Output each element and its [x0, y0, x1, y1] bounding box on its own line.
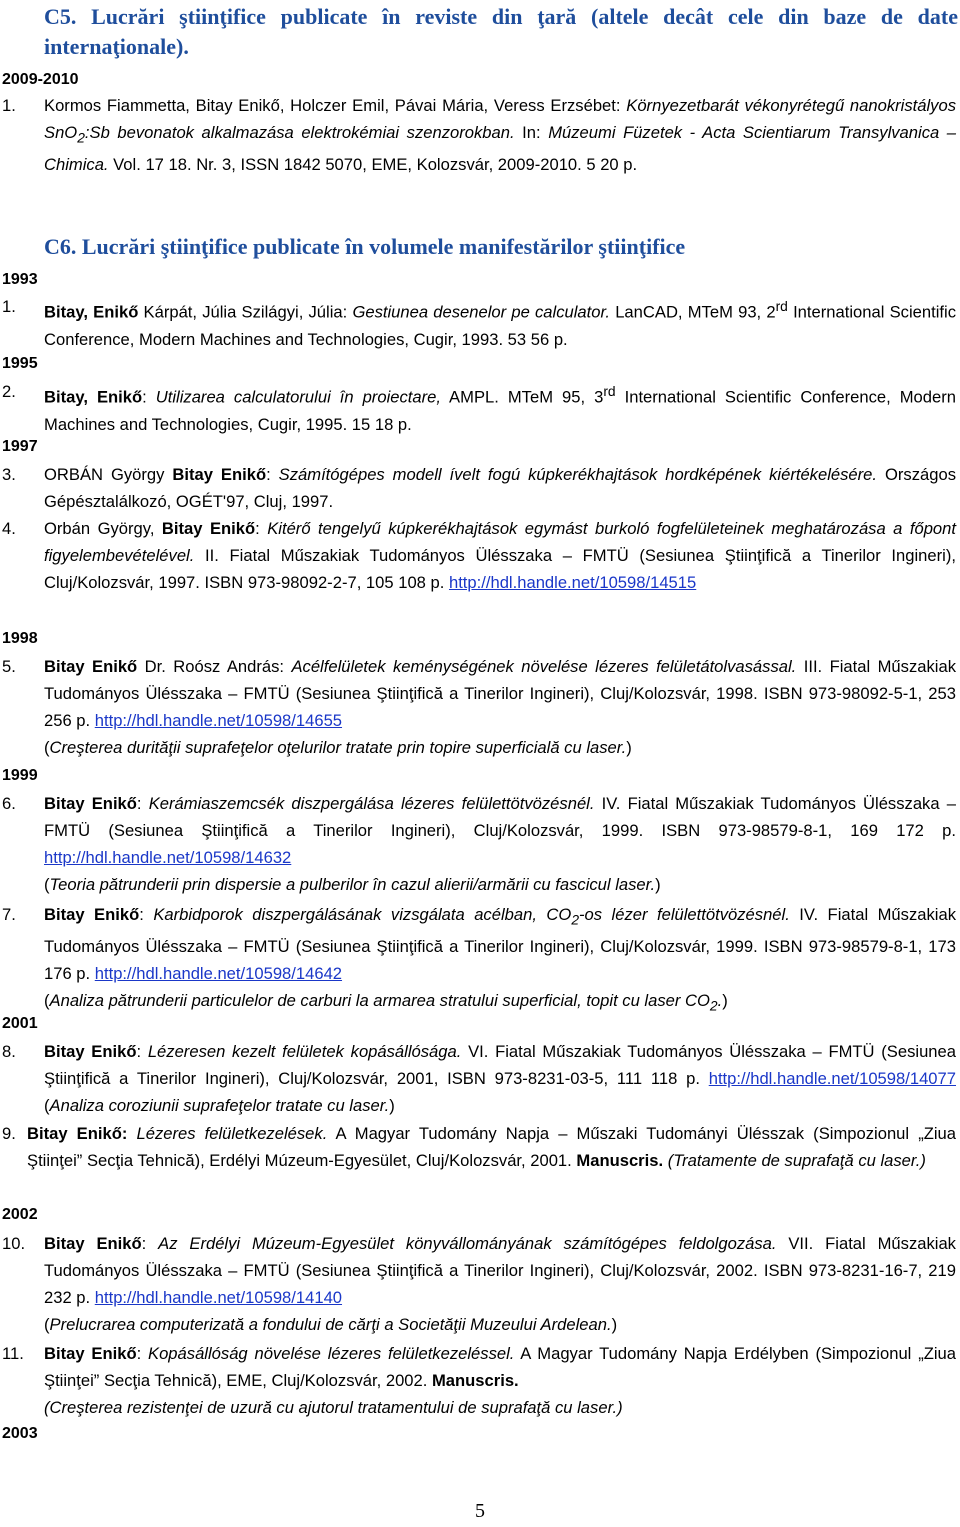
entry-title: Gestiunea desenelor pe calculator.	[352, 302, 611, 322]
entry-details: VI. Fiatal Műszakiak Tudományos Ülésszaka – FMTÜ (Sesiunea Ştiinţifică a Tinerilor Ingineri), Cluj/Kolozsvár, 2001, ISBN 973-8231-03-5, 111 118 p.	[44, 1042, 956, 1088]
entry-details: Vol. 17 18. Nr. 3, ISSN 1842 5070, EME, Kolozsvár, 2009-2010. 5 20 p.	[108, 155, 638, 175]
entry-title: Az Erdélyi Múzeum-Egyesület könyvállományának számítógépes feldolgozása.	[158, 1234, 777, 1253]
entry-details: IV. Fiatal Műszakiak Tudományos Ülésszaka – FMTÜ (Sesiunea Ştiinţifică a Tinerilor Ingineri), Cluj/Kolozsvár, 1999. ISBN 973-98579-8-1, 173 176 p.	[44, 905, 956, 984]
subscript: 2	[709, 997, 718, 1014]
entry-number: 9.	[2, 1124, 16, 1143]
paren: )	[722, 991, 728, 1011]
entry-author: Bitay Enikő	[44, 657, 138, 676]
entry-number: 7.	[2, 905, 16, 924]
entry-number: 8.	[2, 1042, 16, 1061]
list-item	[0, 461, 956, 515]
year-label: 2009-2010	[2, 71, 79, 88]
list-item	[0, 378, 956, 438]
entry-in: In:	[514, 123, 549, 142]
entry-author: Bitay Enikő:	[27, 1124, 128, 1143]
list-item	[0, 1120, 956, 1174]
entry-authors: Kárpát, Júlia Szilágyi, Júlia:	[138, 302, 353, 322]
separator: :	[136, 1344, 149, 1363]
entry-journal: Múzeumi Füzetek - Acta Scientiarum Transylvanica – Chimica.	[44, 123, 957, 175]
entry-authors: Orbán György,	[44, 519, 162, 538]
handle-link[interactable]: http://hdl.handle.net/10598/14140	[94, 1288, 343, 1307]
entry-title: Kopásállóság növelése lézeres felületkezeléssel.	[148, 1344, 515, 1363]
entry-number: 3.	[2, 465, 16, 484]
subscript: 2	[571, 911, 580, 928]
year-label: 2002	[2, 1206, 38, 1223]
entry-author: Bitay, Enikő	[44, 387, 143, 407]
section-heading-c5: C5. Lucrări ştiinţifice publicate în reviste din ţară (altele decât cele din baze de date internaţionale).	[44, 4, 958, 59]
entry-title: Számítógépes modell ívelt fogú kúpkerékhajtások hordképének kiértékelésére.	[278, 465, 878, 484]
paren: (	[44, 875, 50, 894]
entry-translation: Analiza pătrunderii particulelor de carburi la armarea stratului superficial, topit cu laser CO	[49, 991, 710, 1011]
separator: :	[266, 465, 279, 484]
list-item	[0, 1230, 956, 1338]
handle-link[interactable]: http://hdl.handle.net/10598/14655	[94, 711, 343, 730]
entry-title-cont: -os lézer felülettötvözésnél.	[579, 905, 790, 924]
entry-details: A Magyar Tudomány Napja – Műszaki Tudományi Ülésszak (Simpozionul „Ziua Ştiinţei” Secţia Tehnică), Erdélyi Múzeum-Egyesület, Cluj/Kolozsvár, 2001.	[27, 1124, 956, 1170]
superscript: rd	[775, 298, 788, 314]
paren: (	[44, 738, 50, 757]
list-item	[0, 901, 956, 1020]
entry-text	[44, 790, 956, 898]
entry-translation: Analiza coroziunii suprafeţelor tratate cu laser.	[49, 1096, 390, 1115]
separator: :	[136, 1042, 148, 1061]
entry-author: Bitay, Enikő	[44, 302, 139, 322]
year-label: 1999	[2, 767, 38, 784]
handle-link[interactable]: http://hdl.handle.net/10598/14642	[94, 964, 343, 984]
entry-translation: Teoria pătrunderii prin dispersie a pulberilor în cazul alierii/armării cu fascicul laser.	[49, 875, 656, 894]
entry-text	[44, 901, 956, 1020]
manuscript-label: Manuscris.	[576, 1151, 664, 1170]
entry-text	[44, 1230, 956, 1338]
list-item	[0, 1340, 956, 1421]
section-heading-c6: C6. Lucrări ştiinţifice publicate în volumele manifestărilor ştiinţifice	[44, 234, 686, 259]
entry-author: Bitay Enikő	[44, 1344, 137, 1363]
entry-author: Bitay Enikő	[161, 519, 256, 538]
paren: )	[655, 875, 661, 894]
superscript: rd	[603, 383, 616, 399]
handle-link[interactable]: http://hdl.handle.net/10598/14077	[708, 1069, 956, 1088]
entry-details-cont: International Scientific Conference, Modern Machines and Technologies, Cugir, 1995. 15 18 p.	[44, 387, 956, 434]
entry-author: Bitay Enikő	[44, 905, 140, 924]
separator: :	[255, 519, 268, 538]
entry-number: 1.	[2, 96, 16, 115]
paren: )	[389, 1096, 395, 1115]
entry-number: 1.	[2, 297, 16, 316]
entry-details: LanCAD, MTeM 93, 2	[610, 302, 776, 322]
paren: )	[626, 738, 632, 757]
entry-number: 11.	[2, 1344, 24, 1363]
entry-title-cont: :Sb bevonatok alkalmazása elektrokémiai szenzorokban.	[84, 123, 515, 142]
entry-text	[44, 92, 956, 178]
entry-text	[44, 1038, 956, 1119]
entry-details-cont: International Scientific Conference, Modern Machines and Technologies, Cugir, 1993. 53 56 p.	[44, 302, 956, 349]
entry-author: Bitay Enikő	[44, 794, 137, 813]
handle-link[interactable]: http://hdl.handle.net/10598/14632	[44, 848, 292, 867]
entry-authors: ORBÁN György	[44, 465, 173, 484]
entry-translation-cont: .	[717, 991, 723, 1011]
entry-number: 4.	[2, 519, 16, 538]
entry-number: 6.	[2, 794, 16, 813]
entry-translation: (Tratamente de suprafaţă cu laser.)	[663, 1151, 926, 1170]
entry-details: AMPL. MTeM 95, 3	[440, 387, 604, 407]
subscript: 2	[77, 129, 85, 146]
entry-title: Kerámiaszemcsék diszpergálása lézeres felülettötvözésnél.	[148, 794, 595, 813]
year-label: 2001	[2, 1015, 38, 1032]
entry-title: Karbidporok diszpergálásának vizsgálata acélban, CO	[153, 905, 572, 924]
entry-author: Bitay Enikő	[44, 1042, 137, 1061]
list-item	[0, 293, 956, 353]
year-label: 1993	[2, 271, 38, 288]
entry-details: A Magyar Tudomány Napja Erdélyben (Simpozionul „Ziua Ştiinţei” Secţia Tehnică), EME, Cluj/Kolozsvár, 2002.	[44, 1344, 956, 1390]
entry-translation: (Creşterea rezistenţei de uzură cu ajutorul tratamentului de suprafaţă cu laser.)	[44, 1398, 623, 1417]
manuscript-label: Manuscris.	[431, 1371, 519, 1390]
entry-title: Acélfelületek keménységének növelése lézeres felületátolvasással.	[291, 657, 797, 676]
entry-number: 5.	[2, 657, 16, 676]
entry-text	[27, 1120, 956, 1174]
list-item	[0, 653, 956, 761]
entry-details: III. Fiatal Műszakiak Tudományos Ülésszaka – FMTÜ (Sesiunea Ştiinţifică a Tinerilor Ingineri), Cluj/Kolozsvár, 1998. ISBN 973-98092-5-1, 253 256 p.	[44, 657, 956, 730]
paren: (	[44, 1096, 50, 1115]
separator: :	[141, 1234, 159, 1253]
separator: :	[142, 387, 156, 407]
entry-authors: Dr. Roósz András:	[137, 657, 292, 676]
paren: (	[44, 1315, 50, 1334]
entry-number: 10.	[2, 1234, 26, 1253]
entry-text	[44, 515, 956, 596]
year-label: 1995	[2, 355, 38, 372]
entry-title: Lézeresen kezelt felületek kopásállósága.	[147, 1042, 462, 1061]
entry-details: Országos Gépésztalálkozó, OGÉT'97, Cluj, 1997.	[44, 465, 956, 511]
paren: (	[44, 991, 50, 1011]
year-label: 2003	[2, 1425, 38, 1442]
handle-link[interactable]: http://hdl.handle.net/10598/14515	[448, 573, 697, 592]
year-label: 1997	[2, 438, 38, 455]
paren: )	[611, 1315, 618, 1334]
list-item	[0, 790, 956, 898]
entry-text	[44, 1340, 956, 1421]
entry-author: Bitay Enikő	[172, 465, 267, 484]
separator: :	[136, 794, 149, 813]
entry-translation: Prelucrarea computerizată a fondului de cărţi a Societăţii Muzeului Ardelean.	[49, 1315, 612, 1334]
entry-translation: Creşterea durităţii suprafeţelor oţelurilor tratate prin topire superficială cu laser.	[49, 738, 627, 757]
entry-text	[44, 293, 956, 353]
list-item	[0, 515, 956, 596]
entry-number: 2.	[2, 382, 16, 401]
entry-text	[44, 378, 956, 438]
list-item	[0, 1038, 956, 1119]
entry-details: II. Fiatal Műszakiak Tudományos Ülésszaka – FMTÜ (Sesiunea Ştiinţifică a Tinerilor Ingineri), Cluj/Kolozsvár, 1997. ISBN 973-98092-2-7, 105 108 p.	[44, 546, 956, 592]
entry-details: IV. Fiatal Műszakiak Tudományos Ülésszaka – FMTÜ (Sesiunea Ştiinţifică a Tinerilor Ingineri), Cluj/Kolozsvár, 1999. ISBN 973-98579-8-1, 169 172 p.	[44, 794, 956, 840]
entry-title: Lézeres felületkezelések.	[127, 1124, 328, 1143]
entry-title: Környezetbarát vékonyrétegű nanokristályos SnO	[44, 96, 957, 142]
entry-title: Utilizarea calculatorului în proiectare,	[155, 387, 441, 407]
list-item	[0, 92, 956, 178]
entry-authors: Kormos Fiammetta, Bitay Enikő, Holczer Emil, Pávai Mária, Veress Erzsébet:	[44, 96, 627, 115]
entry-author: Bitay Enikő	[44, 1234, 142, 1253]
entry-title: Kitérő tengelyű kúpkerékhajtások egymást burkoló fogfelületeinek meghatározása a főpont figyelembevételével.	[44, 519, 956, 565]
page-number: 5	[475, 1500, 485, 1522]
year-label: 1998	[2, 630, 38, 647]
entry-text	[44, 461, 956, 515]
entry-text	[44, 653, 956, 761]
separator: :	[139, 905, 154, 924]
entry-details: VII. Fiatal Műszakiak Tudományos Ülésszaka – FMTÜ (Sesiunea Ştiinţifică a Tinerilor Ingineri), Cluj/Kolozsvár, 2002. ISBN 973-8231-16-7, 219 232 p.	[44, 1234, 956, 1307]
